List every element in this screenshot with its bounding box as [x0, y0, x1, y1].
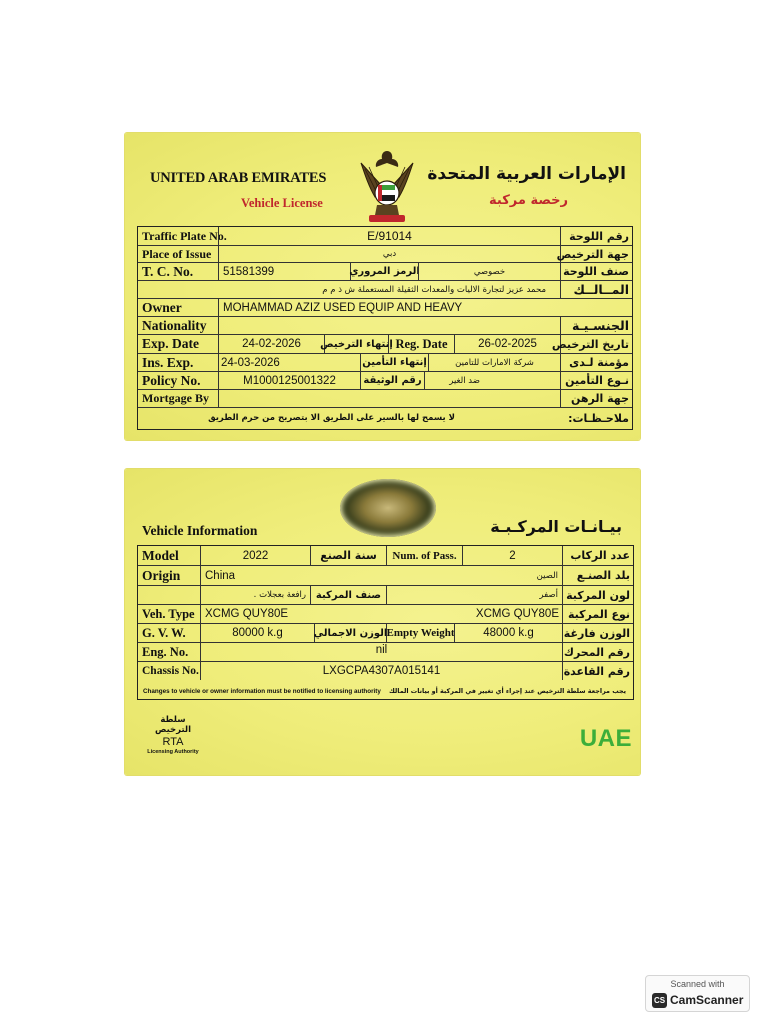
row-owner: [138, 299, 632, 317]
row-vehicle-type: [138, 605, 633, 624]
label-plate-class-ar: صنف اللوحة: [560, 263, 632, 280]
label-policy-number-ar: رقم الوثيقة: [360, 372, 424, 389]
notice-english: Changes to vehicle or owner information must be notified to licensing authority: [143, 688, 381, 695]
label-place-of-issue-ar: جهة الترخيص: [560, 246, 632, 262]
row-chassis-number: [138, 662, 633, 680]
value-insurance-expiry: 24-03-2026: [218, 354, 360, 371]
value-vehicle-category: رافعة بعجلات .: [200, 586, 310, 604]
label-traffic-code-ar: الرمز المروري: [350, 263, 418, 280]
value-insurance-type: ضد الغير: [424, 372, 560, 389]
value-chassis-number: LXGCPA4307A015141: [200, 662, 562, 680]
label-gross-weight-ar: الوزن الاجمالي: [314, 624, 386, 642]
label-place-of-issue: Place of Issue: [142, 246, 212, 261]
row-dates: [138, 335, 632, 354]
value-origin-ar: الصين: [536, 570, 558, 581]
value-nationality: [218, 317, 560, 334]
camscanner-watermark: [645, 975, 750, 1012]
label-tc-number: T. C. No.: [142, 263, 194, 279]
label-empty-weight-ar: الوزن فارغة: [562, 624, 633, 642]
label-license-expiry-ar: إنتهاء الترخيص: [324, 335, 388, 353]
label-owner-ar: المــالــك: [560, 281, 632, 298]
scanned-with-label: Scanned with: [670, 979, 725, 989]
row-origin: [138, 566, 633, 586]
label-nationality: Nationality: [142, 317, 207, 333]
label-mortgage-by: Mortgage By: [142, 391, 209, 405]
row-weights: [138, 624, 633, 643]
header-subtitle-english: Vehicle License: [241, 196, 323, 210]
label-reg-date: Reg. Date: [388, 335, 454, 353]
vehicle-license-back: [125, 469, 640, 775]
vehicle-info-title: Vehicle Information: [142, 523, 258, 538]
label-model-year-ar: سنة الصنع: [310, 546, 386, 565]
value-insurance-company: شركة الامارات للتامين: [428, 354, 560, 371]
label-mortgage-by-ar: جهة الرهن: [560, 390, 632, 407]
rta-label-ar: سلطة الترخيص: [154, 715, 192, 735]
row-place-of-issue: [138, 246, 632, 263]
uae-falcon-emblem-icon: [357, 145, 417, 227]
label-gross-weight: G. V. W.: [142, 625, 186, 640]
vehicle-info-table: [137, 545, 634, 700]
label-chassis-number: Chassis No.: [142, 665, 199, 677]
label-traffic-plate-ar: رقم اللوحة: [560, 227, 632, 245]
row-nationality: [138, 317, 632, 335]
row-remarks: [138, 408, 632, 428]
header-arabic: الإمارات العربية المتحدة: [427, 164, 626, 184]
label-num-passengers: Num. of Pass.: [386, 546, 462, 565]
value-reg-date: 26-02-2025: [454, 335, 560, 353]
label-policy-number: Policy No.: [142, 372, 201, 388]
label-remarks-ar: ملاحـظـات:: [568, 411, 629, 425]
value-vehicle-type: XCMG QUY80E: [200, 605, 380, 623]
value-place-of-issue: دبي: [218, 246, 560, 262]
row-insurance: [138, 354, 632, 372]
value-owner: MOHAMMAD AZIZ USED EQUIP AND HEAVY: [218, 299, 632, 316]
label-vehicle-category-ar: صنف المركبة: [310, 586, 386, 604]
label-vehicle-type-ar: نوع المركبة: [562, 605, 633, 623]
label-insurance-type-ar: نـوع التأمين: [560, 372, 632, 389]
uae-mark: UAE: [579, 725, 632, 752]
label-chassis-number-ar: رقم القاعدة: [562, 662, 633, 680]
label-num-passengers-ar: عدد الركاب: [562, 546, 633, 565]
value-plate-class: خصوصي: [418, 263, 560, 280]
value-origin: China: [200, 566, 380, 585]
camscanner-name: CamScanner: [670, 993, 744, 1007]
row-traffic-plate: [138, 227, 632, 246]
value-exp-date: 24-02-2026: [218, 335, 324, 353]
value-traffic-plate: E/91014: [218, 227, 560, 245]
label-engine-number: Eng. No.: [142, 644, 189, 659]
header-english: UNITED ARAB EMIRATES: [150, 170, 327, 186]
label-insurance-expiry: Ins. Exp.: [142, 354, 194, 370]
falcon-hologram-icon: [340, 479, 436, 537]
value-policy-number: M1000125001322: [218, 372, 360, 389]
value-num-passengers: 2: [462, 546, 562, 565]
license-details-table: [137, 226, 633, 430]
label-insured-with-ar: مؤمنة لـدى: [560, 354, 632, 371]
row-category-color: [138, 586, 633, 605]
header-subtitle-arabic: رخصة مركبة: [489, 193, 568, 208]
label-vehicle-type: Veh. Type: [142, 606, 195, 621]
value-vehicle-type-ar: XCMG QUY80E: [475, 608, 559, 620]
rta-block: [143, 715, 203, 755]
notice-arabic: يجب مراجعة سلطة الترخيص عند إجراء أي تغيير في المركبة أو بيانات المالك: [388, 687, 626, 695]
value-empty-weight: 48000 k.g: [454, 624, 562, 642]
label-origin-ar: بلد الصنـع: [562, 566, 633, 585]
row-tc-number: [138, 263, 632, 281]
label-empty-weight: Empty Weight: [386, 624, 454, 642]
row-policy: [138, 372, 632, 390]
label-model: Model: [142, 547, 179, 563]
value-remarks: لا يسمح لها بالسير على الطريق الا بتصريح من حرم الطريق: [208, 413, 455, 423]
label-owner: Owner: [142, 299, 182, 315]
row-model: [138, 546, 633, 566]
row-mortgage: [138, 390, 632, 408]
vehicle-license-front: [125, 133, 640, 440]
label-engine-number-ar: رقم المحرك: [562, 643, 633, 661]
label-reg-date-ar: تاريخ الترخيص: [560, 335, 632, 353]
value-owner-arabic: محمد عزيز لتجارة الاليات والمعدات الثقيلة المستعملة ش ذ م م: [322, 284, 546, 295]
row-engine-number: [138, 643, 633, 662]
row-owner-arabic: [138, 281, 632, 299]
value-tc-number: 51581399: [218, 263, 350, 280]
label-origin: Origin: [142, 567, 181, 583]
label-nationality-ar: الجنسـيـة: [560, 317, 632, 334]
vehicle-info-title-ar: بيـانـات المركـبـة: [490, 517, 622, 536]
value-mortgage-by: [218, 390, 560, 407]
label-exp-date: Exp. Date: [142, 336, 199, 351]
label-traffic-plate: Traffic Plate No.: [142, 228, 227, 243]
rta-label: RTA: [162, 736, 184, 748]
value-vehicle-color: أصفر: [386, 586, 562, 604]
camscanner-logo-icon: CS: [652, 993, 667, 1008]
value-gross-weight: 80000 k.g: [200, 624, 314, 642]
value-model: 2022: [200, 546, 310, 565]
label-vehicle-color-ar: لون المركبة: [562, 586, 633, 604]
rta-licensing-authority: Licensing Authority: [147, 749, 199, 755]
label-insurance-expiry-ar: إنتهاء التأمين: [360, 354, 428, 371]
value-engine-number: nil: [200, 643, 562, 661]
